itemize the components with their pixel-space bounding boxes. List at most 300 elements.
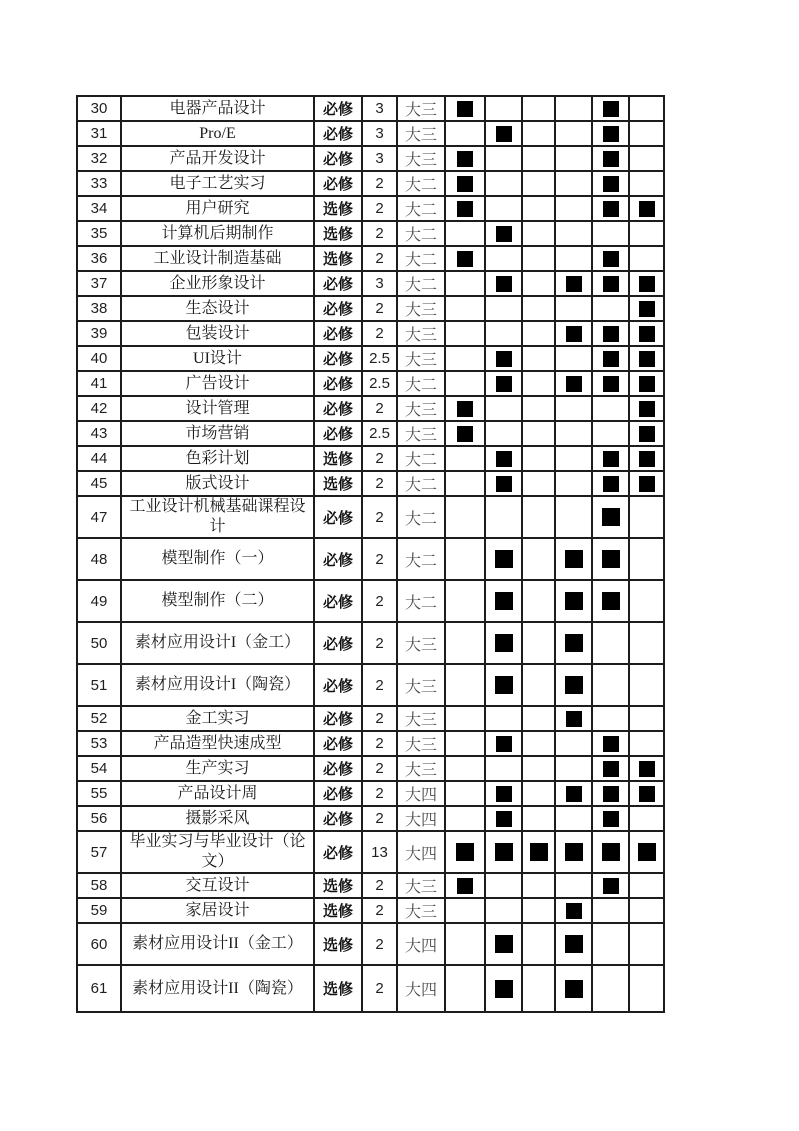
course-type-cell: 必修 bbox=[314, 296, 362, 321]
filled-square-marker bbox=[495, 843, 513, 861]
semester-mark-cell bbox=[485, 756, 522, 781]
semester-mark-cell bbox=[485, 121, 522, 146]
semester-mark-cell bbox=[445, 496, 485, 538]
semester-mark-cell bbox=[629, 121, 664, 146]
course-name-cell: 金工实习 bbox=[121, 706, 314, 731]
grade-cell: 大三 bbox=[397, 321, 445, 346]
semester-mark-cell bbox=[555, 471, 592, 496]
semester-mark-cell bbox=[445, 806, 485, 831]
filled-square-marker bbox=[603, 351, 619, 367]
semester-mark-cell bbox=[522, 756, 555, 781]
semester-mark-cell bbox=[485, 446, 522, 471]
semester-mark-cell bbox=[629, 446, 664, 471]
row-number-cell: 42 bbox=[77, 396, 121, 421]
semester-mark-cell bbox=[592, 421, 629, 446]
filled-square-marker bbox=[496, 736, 512, 752]
filled-square-marker bbox=[603, 201, 619, 217]
semester-mark-cell bbox=[485, 196, 522, 221]
semester-mark-cell bbox=[629, 271, 664, 296]
semester-mark-cell bbox=[555, 923, 592, 965]
filled-square-marker bbox=[457, 401, 473, 417]
filled-square-marker bbox=[639, 451, 655, 467]
course-type-cell: 选修 bbox=[314, 221, 362, 246]
table-row bbox=[77, 196, 664, 221]
course-schedule-table bbox=[76, 95, 665, 1013]
filled-square-marker bbox=[603, 126, 619, 142]
course-type-cell: 选修 bbox=[314, 246, 362, 271]
filled-square-marker bbox=[496, 786, 512, 802]
table-row bbox=[77, 806, 664, 831]
course-name-cell: 产品造型快速成型 bbox=[121, 731, 314, 756]
semester-mark-cell bbox=[555, 371, 592, 396]
table-row bbox=[77, 296, 664, 321]
semester-mark-cell bbox=[592, 471, 629, 496]
filled-square-marker bbox=[457, 201, 473, 217]
semester-mark-cell bbox=[555, 221, 592, 246]
credits-cell: 2 bbox=[362, 622, 397, 664]
grade-cell: 大二 bbox=[397, 371, 445, 396]
course-type-cell: 选修 bbox=[314, 898, 362, 923]
semester-mark-cell bbox=[555, 196, 592, 221]
credits-cell: 2 bbox=[362, 873, 397, 898]
course-type-cell: 选修 bbox=[314, 196, 362, 221]
semester-mark-cell bbox=[629, 831, 664, 873]
filled-square-marker bbox=[638, 843, 656, 861]
filled-square-marker bbox=[639, 476, 655, 492]
table-row bbox=[77, 496, 664, 538]
semester-mark-cell bbox=[485, 622, 522, 664]
course-name-cell: 色彩计划 bbox=[121, 446, 314, 471]
course-type-cell: 必修 bbox=[314, 371, 362, 396]
semester-mark-cell bbox=[629, 965, 664, 1012]
grade-cell: 大二 bbox=[397, 496, 445, 538]
semester-mark-cell bbox=[629, 781, 664, 806]
semester-mark-cell bbox=[592, 873, 629, 898]
row-number-cell: 45 bbox=[77, 471, 121, 496]
credits-cell: 2 bbox=[362, 898, 397, 923]
row-number-cell: 31 bbox=[77, 121, 121, 146]
grade-cell: 大三 bbox=[397, 146, 445, 171]
semester-mark-cell bbox=[592, 96, 629, 121]
row-number-cell: 34 bbox=[77, 196, 121, 221]
semester-mark-cell bbox=[592, 271, 629, 296]
semester-mark-cell bbox=[445, 421, 485, 446]
semester-mark-cell bbox=[445, 898, 485, 923]
course-type-cell: 必修 bbox=[314, 96, 362, 121]
semester-mark-cell bbox=[629, 471, 664, 496]
row-number-cell: 50 bbox=[77, 622, 121, 664]
table-row bbox=[77, 923, 664, 965]
semester-mark-cell bbox=[522, 923, 555, 965]
row-number-cell: 55 bbox=[77, 781, 121, 806]
filled-square-marker bbox=[565, 550, 583, 568]
credits-cell: 2 bbox=[362, 756, 397, 781]
semester-mark-cell bbox=[555, 706, 592, 731]
grade-cell: 大四 bbox=[397, 806, 445, 831]
semester-mark-cell bbox=[592, 538, 629, 580]
row-number-cell: 53 bbox=[77, 731, 121, 756]
semester-mark-cell bbox=[592, 396, 629, 421]
filled-square-marker bbox=[603, 176, 619, 192]
semester-mark-cell bbox=[592, 221, 629, 246]
row-number-cell: 60 bbox=[77, 923, 121, 965]
filled-square-marker bbox=[603, 811, 619, 827]
semester-mark-cell bbox=[555, 446, 592, 471]
course-name-cell: 工业设计机械基础课程设计 bbox=[121, 496, 314, 538]
semester-mark-cell bbox=[445, 221, 485, 246]
grade-cell: 大三 bbox=[397, 756, 445, 781]
semester-mark-cell bbox=[592, 296, 629, 321]
semester-mark-cell bbox=[629, 538, 664, 580]
row-number-cell: 43 bbox=[77, 421, 121, 446]
table-row bbox=[77, 346, 664, 371]
course-type-cell: 必修 bbox=[314, 731, 362, 756]
table-body bbox=[77, 96, 664, 1012]
semester-mark-cell bbox=[445, 146, 485, 171]
semester-mark-cell bbox=[555, 781, 592, 806]
semester-mark-cell bbox=[522, 396, 555, 421]
course-type-cell: 必修 bbox=[314, 146, 362, 171]
semester-mark-cell bbox=[629, 898, 664, 923]
semester-mark-cell bbox=[555, 622, 592, 664]
grade-cell: 大二 bbox=[397, 446, 445, 471]
semester-mark-cell bbox=[445, 396, 485, 421]
course-type-cell: 必修 bbox=[314, 171, 362, 196]
semester-mark-cell bbox=[592, 321, 629, 346]
filled-square-marker bbox=[495, 634, 513, 652]
filled-square-marker bbox=[565, 634, 583, 652]
semester-mark-cell bbox=[555, 873, 592, 898]
table-row bbox=[77, 146, 664, 171]
semester-mark-cell bbox=[485, 321, 522, 346]
credits-cell: 2 bbox=[362, 706, 397, 731]
grade-cell: 大三 bbox=[397, 731, 445, 756]
row-number-cell: 47 bbox=[77, 496, 121, 538]
filled-square-marker bbox=[457, 251, 473, 267]
row-number-cell: 41 bbox=[77, 371, 121, 396]
semester-mark-cell bbox=[629, 346, 664, 371]
semester-mark-cell bbox=[522, 346, 555, 371]
row-number-cell: 44 bbox=[77, 446, 121, 471]
semester-mark-cell bbox=[485, 371, 522, 396]
table-row bbox=[77, 538, 664, 580]
course-type-cell: 必修 bbox=[314, 806, 362, 831]
grade-cell: 大三 bbox=[397, 664, 445, 706]
semester-mark-cell bbox=[485, 731, 522, 756]
row-number-cell: 33 bbox=[77, 171, 121, 196]
filled-square-marker bbox=[603, 151, 619, 167]
semester-mark-cell bbox=[522, 622, 555, 664]
filled-square-marker bbox=[639, 201, 655, 217]
semester-mark-cell bbox=[592, 121, 629, 146]
semester-mark-cell bbox=[522, 171, 555, 196]
row-number-cell: 40 bbox=[77, 346, 121, 371]
semester-mark-cell bbox=[555, 496, 592, 538]
semester-mark-cell bbox=[485, 221, 522, 246]
semester-mark-cell bbox=[485, 296, 522, 321]
grade-cell: 大四 bbox=[397, 831, 445, 873]
filled-square-marker bbox=[495, 676, 513, 694]
semester-mark-cell bbox=[629, 580, 664, 622]
credits-cell: 2 bbox=[362, 296, 397, 321]
filled-square-marker bbox=[496, 226, 512, 242]
course-name-cell: 家居设计 bbox=[121, 898, 314, 923]
semester-mark-cell bbox=[592, 496, 629, 538]
grade-cell: 大二 bbox=[397, 196, 445, 221]
semester-mark-cell bbox=[555, 898, 592, 923]
semester-mark-cell bbox=[485, 496, 522, 538]
semester-mark-cell bbox=[445, 731, 485, 756]
course-name-cell: 产品开发设计 bbox=[121, 146, 314, 171]
course-name-cell: UI设计 bbox=[121, 346, 314, 371]
semester-mark-cell bbox=[629, 873, 664, 898]
semester-mark-cell bbox=[522, 246, 555, 271]
credits-cell: 2 bbox=[362, 664, 397, 706]
semester-mark-cell bbox=[629, 321, 664, 346]
course-type-cell: 必修 bbox=[314, 756, 362, 781]
semester-mark-cell bbox=[445, 346, 485, 371]
filled-square-marker bbox=[639, 376, 655, 392]
semester-mark-cell bbox=[592, 781, 629, 806]
course-name-cell: 素材应用设计II（陶瓷） bbox=[121, 965, 314, 1012]
row-number-cell: 30 bbox=[77, 96, 121, 121]
table-row bbox=[77, 873, 664, 898]
semester-mark-cell bbox=[592, 171, 629, 196]
filled-square-marker bbox=[639, 401, 655, 417]
semester-mark-cell bbox=[445, 965, 485, 1012]
semester-mark-cell bbox=[445, 622, 485, 664]
credits-cell: 2 bbox=[362, 396, 397, 421]
filled-square-marker bbox=[602, 592, 620, 610]
credits-cell: 2 bbox=[362, 781, 397, 806]
course-type-cell: 必修 bbox=[314, 421, 362, 446]
table-row bbox=[77, 471, 664, 496]
course-name-cell: 素材应用设计I（陶瓷） bbox=[121, 664, 314, 706]
filled-square-marker bbox=[457, 176, 473, 192]
grade-cell: 大三 bbox=[397, 873, 445, 898]
filled-square-marker bbox=[639, 301, 655, 317]
course-type-cell: 必修 bbox=[314, 271, 362, 296]
semester-mark-cell bbox=[555, 731, 592, 756]
grade-cell: 大四 bbox=[397, 965, 445, 1012]
semester-mark-cell bbox=[555, 965, 592, 1012]
grade-cell: 大三 bbox=[397, 96, 445, 121]
grade-cell: 大三 bbox=[397, 421, 445, 446]
course-name-cell: 素材应用设计II（金工） bbox=[121, 923, 314, 965]
row-number-cell: 36 bbox=[77, 246, 121, 271]
grade-cell: 大二 bbox=[397, 271, 445, 296]
semester-mark-cell bbox=[629, 421, 664, 446]
filled-square-marker bbox=[456, 843, 474, 861]
table-row bbox=[77, 706, 664, 731]
course-name-cell: 生产实习 bbox=[121, 756, 314, 781]
credits-cell: 2 bbox=[362, 580, 397, 622]
semester-mark-cell bbox=[445, 446, 485, 471]
course-type-cell: 必修 bbox=[314, 580, 362, 622]
semester-mark-cell bbox=[629, 196, 664, 221]
course-name-cell: 模型制作（二） bbox=[121, 580, 314, 622]
grade-cell: 大三 bbox=[397, 346, 445, 371]
semester-mark-cell bbox=[522, 538, 555, 580]
grade-cell: 大三 bbox=[397, 706, 445, 731]
filled-square-marker bbox=[603, 376, 619, 392]
semester-mark-cell bbox=[485, 146, 522, 171]
grade-cell: 大三 bbox=[397, 396, 445, 421]
semester-mark-cell bbox=[445, 580, 485, 622]
semester-mark-cell bbox=[555, 756, 592, 781]
semester-mark-cell bbox=[629, 221, 664, 246]
filled-square-marker bbox=[565, 980, 583, 998]
semester-mark-cell bbox=[485, 923, 522, 965]
semester-mark-cell bbox=[592, 622, 629, 664]
course-type-cell: 必修 bbox=[314, 781, 362, 806]
table-row bbox=[77, 271, 664, 296]
semester-mark-cell bbox=[485, 831, 522, 873]
table-row bbox=[77, 446, 664, 471]
semester-mark-cell bbox=[629, 622, 664, 664]
table-row bbox=[77, 321, 664, 346]
semester-mark-cell bbox=[485, 346, 522, 371]
semester-mark-cell bbox=[629, 756, 664, 781]
filled-square-marker bbox=[496, 811, 512, 827]
credits-cell: 2 bbox=[362, 246, 397, 271]
filled-square-marker bbox=[496, 351, 512, 367]
filled-square-marker bbox=[603, 251, 619, 267]
course-name-cell: 计算机后期制作 bbox=[121, 221, 314, 246]
row-number-cell: 51 bbox=[77, 664, 121, 706]
filled-square-marker bbox=[495, 980, 513, 998]
semester-mark-cell bbox=[555, 580, 592, 622]
filled-square-marker bbox=[457, 101, 473, 117]
course-type-cell: 必修 bbox=[314, 538, 362, 580]
semester-mark-cell bbox=[445, 121, 485, 146]
table-row bbox=[77, 221, 664, 246]
semester-mark-cell bbox=[629, 96, 664, 121]
semester-mark-cell bbox=[522, 580, 555, 622]
semester-mark-cell bbox=[522, 446, 555, 471]
semester-mark-cell bbox=[522, 781, 555, 806]
filled-square-marker bbox=[639, 276, 655, 292]
semester-mark-cell bbox=[445, 538, 485, 580]
row-number-cell: 54 bbox=[77, 756, 121, 781]
credits-cell: 2 bbox=[362, 538, 397, 580]
filled-square-marker bbox=[603, 101, 619, 117]
course-type-cell: 必修 bbox=[314, 622, 362, 664]
filled-square-marker bbox=[566, 276, 582, 292]
semester-mark-cell bbox=[522, 731, 555, 756]
semester-mark-cell bbox=[555, 321, 592, 346]
semester-mark-cell bbox=[445, 96, 485, 121]
filled-square-marker bbox=[602, 508, 620, 526]
semester-mark-cell bbox=[555, 121, 592, 146]
semester-mark-cell bbox=[485, 664, 522, 706]
credits-cell: 2 bbox=[362, 446, 397, 471]
course-name-cell: 包装设计 bbox=[121, 321, 314, 346]
semester-mark-cell bbox=[485, 96, 522, 121]
filled-square-marker bbox=[603, 761, 619, 777]
semester-mark-cell bbox=[445, 664, 485, 706]
semester-mark-cell bbox=[592, 965, 629, 1012]
filled-square-marker bbox=[496, 126, 512, 142]
semester-mark-cell bbox=[522, 421, 555, 446]
filled-square-marker bbox=[496, 276, 512, 292]
semester-mark-cell bbox=[592, 446, 629, 471]
filled-square-marker bbox=[565, 676, 583, 694]
semester-mark-cell bbox=[485, 706, 522, 731]
semester-mark-cell bbox=[592, 706, 629, 731]
semester-mark-cell bbox=[629, 396, 664, 421]
course-name-cell: 设计管理 bbox=[121, 396, 314, 421]
row-number-cell: 35 bbox=[77, 221, 121, 246]
semester-mark-cell bbox=[485, 421, 522, 446]
row-number-cell: 52 bbox=[77, 706, 121, 731]
semester-mark-cell bbox=[629, 371, 664, 396]
semester-mark-cell bbox=[555, 538, 592, 580]
credits-cell: 2 bbox=[362, 496, 397, 538]
semester-mark-cell bbox=[592, 196, 629, 221]
grade-cell: 大四 bbox=[397, 781, 445, 806]
semester-mark-cell bbox=[592, 923, 629, 965]
filled-square-marker bbox=[603, 786, 619, 802]
semester-mark-cell bbox=[522, 96, 555, 121]
grade-cell: 大四 bbox=[397, 923, 445, 965]
row-number-cell: 39 bbox=[77, 321, 121, 346]
course-name-cell: 交互设计 bbox=[121, 873, 314, 898]
semester-mark-cell bbox=[555, 96, 592, 121]
semester-mark-cell bbox=[555, 246, 592, 271]
semester-mark-cell bbox=[629, 171, 664, 196]
row-number-cell: 59 bbox=[77, 898, 121, 923]
semester-mark-cell bbox=[445, 321, 485, 346]
table-row bbox=[77, 246, 664, 271]
semester-mark-cell bbox=[555, 346, 592, 371]
row-number-cell: 38 bbox=[77, 296, 121, 321]
semester-mark-cell bbox=[522, 706, 555, 731]
course-name-cell: 模型制作（一） bbox=[121, 538, 314, 580]
semester-mark-cell bbox=[522, 146, 555, 171]
course-name-cell: 电器产品设计 bbox=[121, 96, 314, 121]
semester-mark-cell bbox=[485, 873, 522, 898]
semester-mark-cell bbox=[555, 831, 592, 873]
row-number-cell: 57 bbox=[77, 831, 121, 873]
semester-mark-cell bbox=[485, 471, 522, 496]
semester-mark-cell bbox=[629, 923, 664, 965]
grade-cell: 大二 bbox=[397, 221, 445, 246]
filled-square-marker bbox=[530, 843, 548, 861]
table-row bbox=[77, 421, 664, 446]
credits-cell: 3 bbox=[362, 121, 397, 146]
semester-mark-cell bbox=[445, 196, 485, 221]
semester-mark-cell bbox=[485, 965, 522, 1012]
course-type-cell: 选修 bbox=[314, 446, 362, 471]
semester-mark-cell bbox=[522, 806, 555, 831]
semester-mark-cell bbox=[445, 781, 485, 806]
course-name-cell: 广告设计 bbox=[121, 371, 314, 396]
filled-square-marker bbox=[496, 376, 512, 392]
filled-square-marker bbox=[495, 592, 513, 610]
semester-mark-cell bbox=[485, 538, 522, 580]
semester-mark-cell bbox=[592, 756, 629, 781]
course-name-cell: 生态设计 bbox=[121, 296, 314, 321]
semester-mark-cell bbox=[629, 246, 664, 271]
semester-mark-cell bbox=[522, 831, 555, 873]
course-type-cell: 选修 bbox=[314, 471, 362, 496]
course-type-cell: 必修 bbox=[314, 321, 362, 346]
filled-square-marker bbox=[602, 550, 620, 568]
table-row bbox=[77, 781, 664, 806]
credits-cell: 2.5 bbox=[362, 346, 397, 371]
table-row bbox=[77, 756, 664, 781]
